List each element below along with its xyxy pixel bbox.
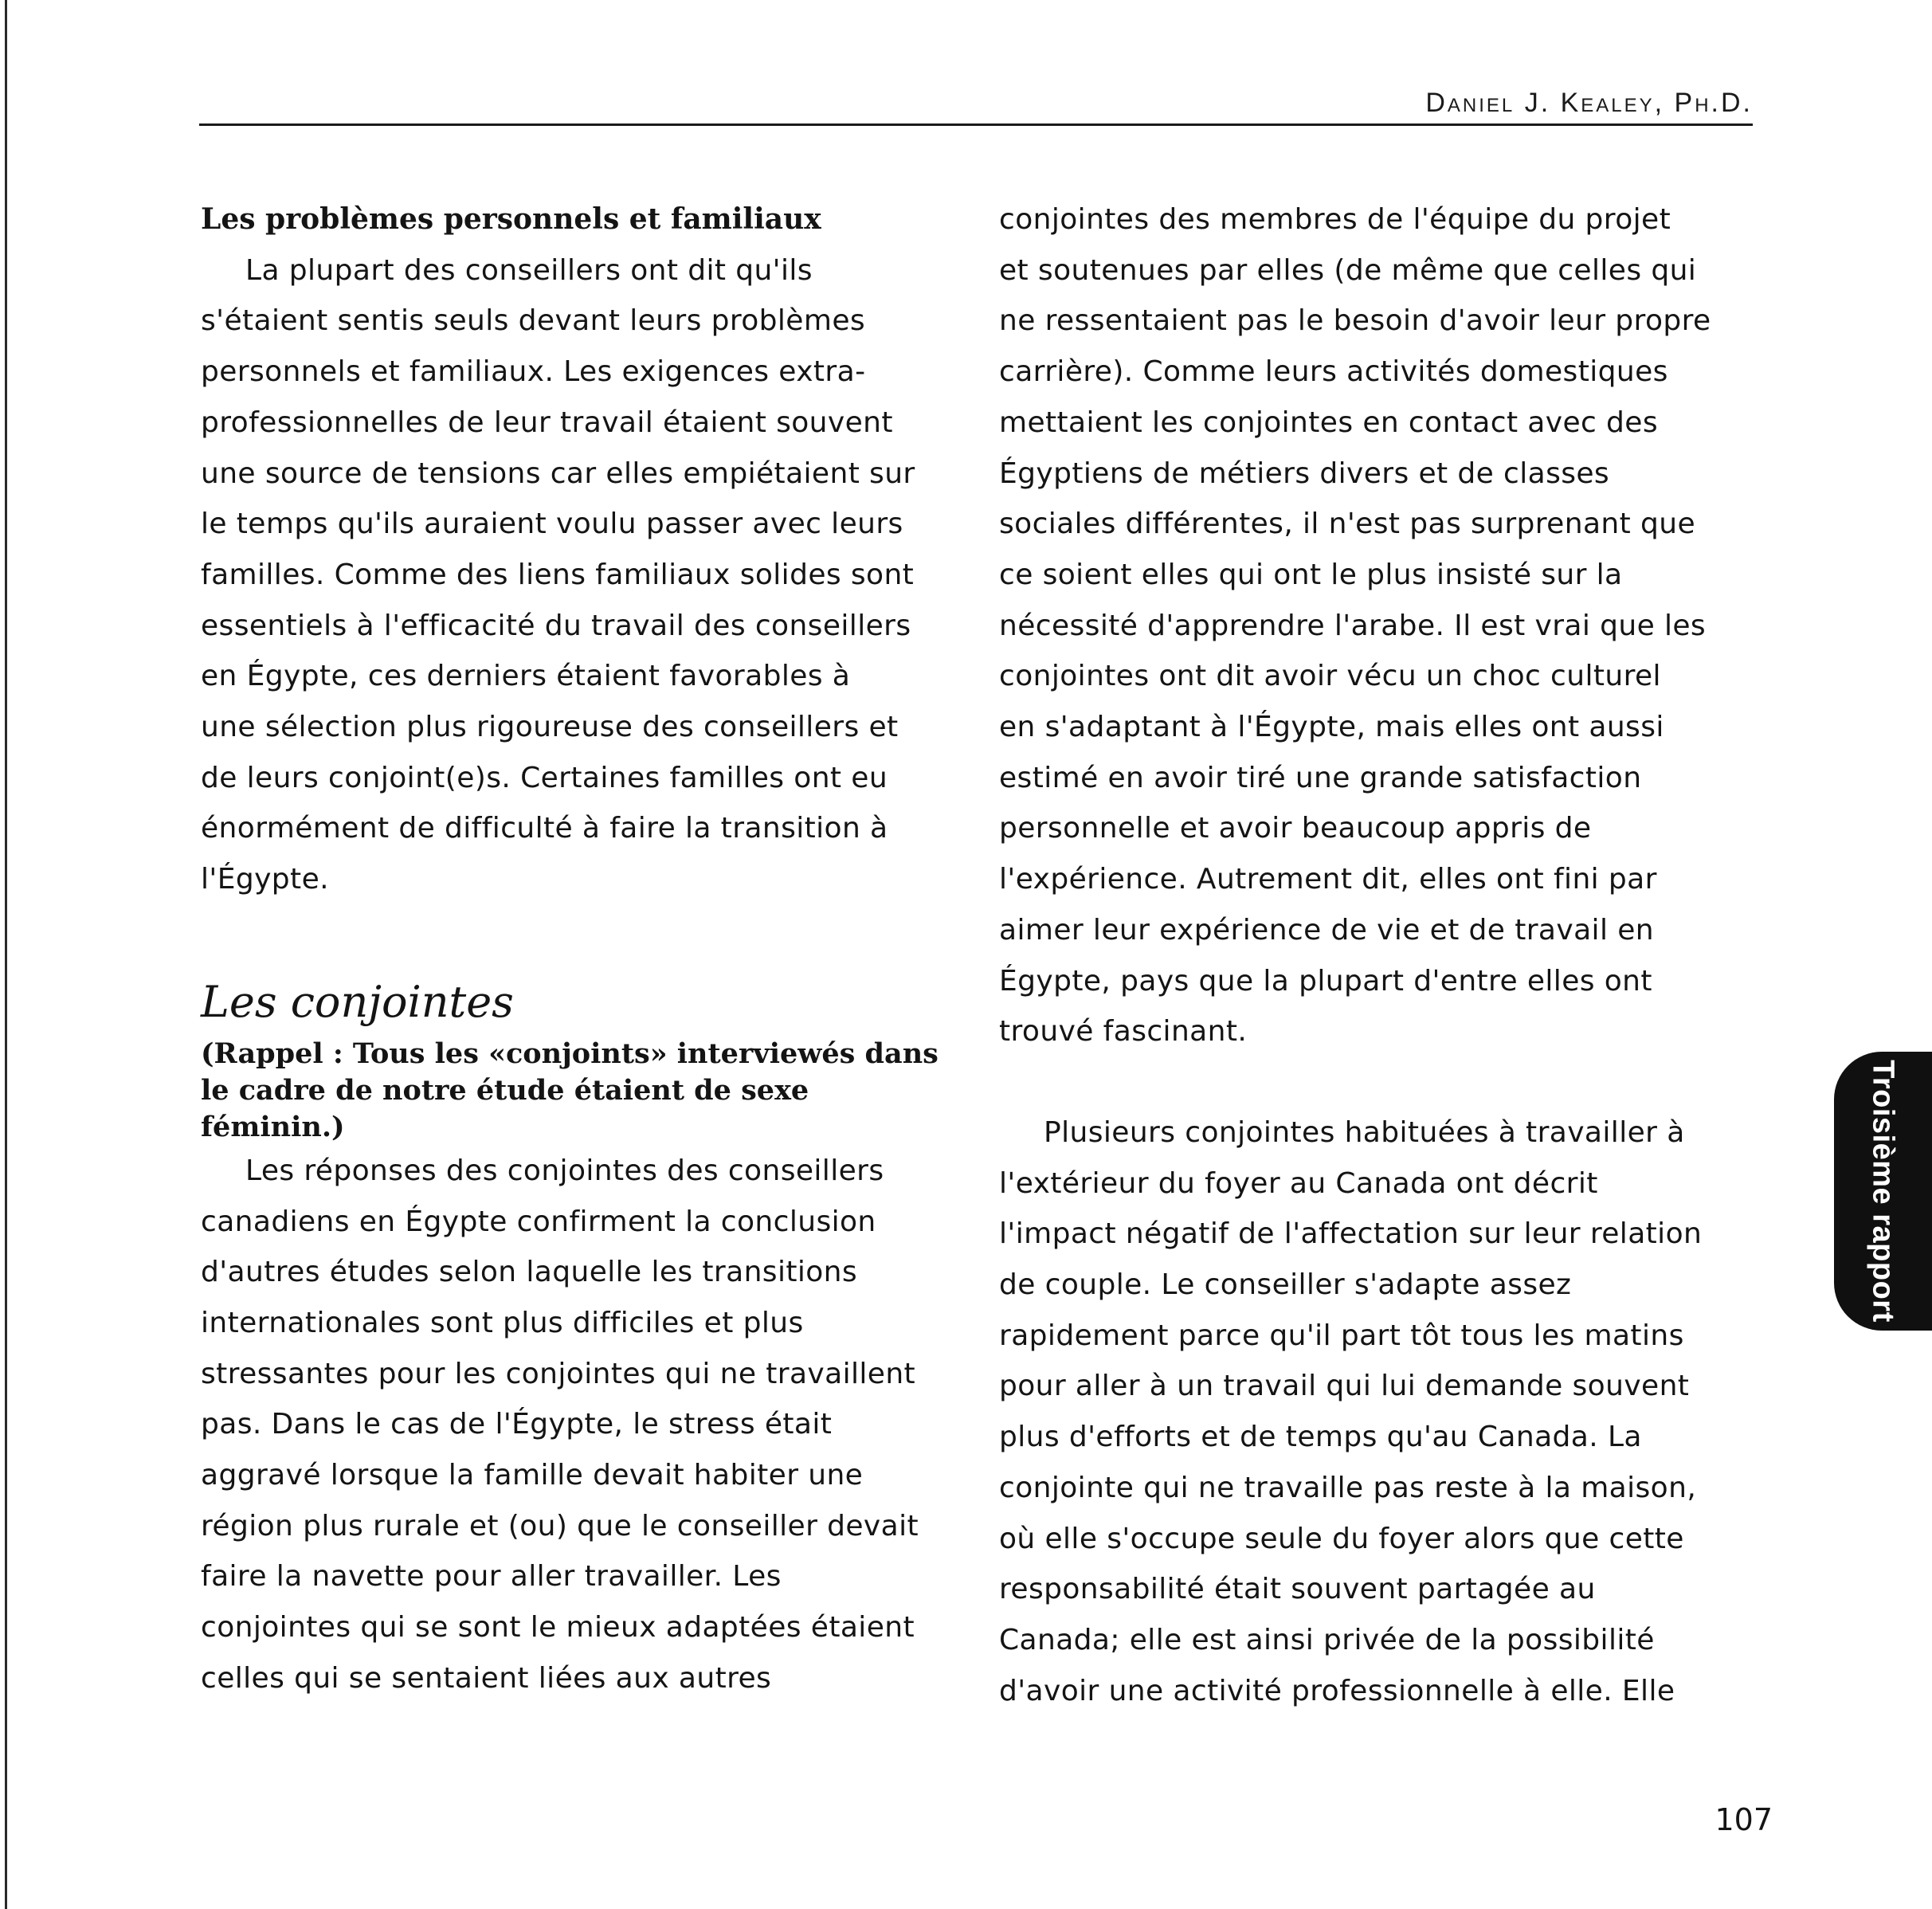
text-line: estimé en avoir tiré une grande satisfaction xyxy=(999,761,1642,794)
paragraph-spouses xyxy=(201,1146,982,1704)
page-edge-line xyxy=(5,0,7,1909)
text-line: personnelle et avoir beaucoup appris de xyxy=(999,812,1592,845)
text-line: de leurs conjoint(e)s. Certaines familles ont eu xyxy=(201,761,888,794)
text-line: de couple. Le conseiller s'adapte assez xyxy=(999,1268,1572,1302)
text-line: s'étaient sentis seuls devant leurs problèmes xyxy=(201,304,866,338)
text-line: conjointe qui ne travaille pas reste à la maison, xyxy=(999,1471,1697,1504)
text-line: région plus rurale et (ou) que le conseiller devait xyxy=(201,1509,919,1542)
text-line: responsabilité était souvent partagée au xyxy=(999,1573,1596,1606)
text-line: Plusieurs conjointes habituées à travailler à xyxy=(1044,1115,1685,1149)
text-line: l'expérience. Autrement dit, elles ont fini par xyxy=(999,863,1657,896)
text-line: nécessité d'apprendre l'arabe. Il est vrai que les xyxy=(999,609,1707,642)
text-line: familles. Comme des liens familiaux solides sont xyxy=(201,558,915,591)
text-line: professionnelles de leur travail étaient souvent xyxy=(201,406,893,439)
paragraph-working-spouses xyxy=(999,1107,1780,1716)
chapter-tab-label: Troisième rapport xyxy=(1866,1060,1900,1323)
text-line: essentiels à l'efficacité du travail des conseillers xyxy=(201,609,911,642)
text-line: une sélection plus rigoureuse des conseillers et xyxy=(201,711,899,744)
text-line: Égyptiens de métiers divers et de classes xyxy=(999,457,1610,490)
text-line: et soutenues par elles (de même que celles qui xyxy=(999,253,1697,287)
text-line: d'avoir une activité professionnelle à elle. Elle xyxy=(999,1674,1675,1707)
subtitle-line: féminin.) xyxy=(201,1110,345,1143)
text-line: sociales différentes, il n'est pas surprenant que xyxy=(999,508,1696,541)
text-line: trouvé fascinant. xyxy=(999,1015,1248,1049)
text-line: ne ressentaient pas le besoin d'avoir leur propre xyxy=(999,304,1711,338)
text-line: canadiens en Égypte confirment la conclusion xyxy=(201,1205,876,1238)
text-line: en Égypte, ces derniers étaient favorables à xyxy=(201,660,851,693)
text-line: énormément de difficulté à faire la transition à xyxy=(201,812,888,845)
text-line: mettaient les conjointes en contact avec des xyxy=(999,406,1659,439)
text-line: La plupart des conseillers ont dit qu'ils xyxy=(245,253,813,287)
text-line: aggravé lorsque la famille devait habiter une xyxy=(201,1459,864,1492)
paragraph-gap xyxy=(999,1057,1780,1107)
text-line: d'autres études selon laquelle les transitions xyxy=(201,1256,858,1289)
right-column xyxy=(999,194,1780,1716)
text-line: conjointes des membres de l'équipe du projet xyxy=(999,203,1671,236)
text-line: rapidement parce qu'il part tôt tous les matins xyxy=(999,1319,1684,1352)
text-line: carrière). Comme leurs activités domestiques xyxy=(999,355,1668,389)
text-line: faire la navette pour aller travailler. Les xyxy=(201,1560,782,1593)
text-line: Canada; elle est ainsi privée de la possibilité xyxy=(999,1623,1655,1656)
paragraph-continuation xyxy=(999,194,1780,1057)
page-number: 107 xyxy=(1715,1802,1773,1837)
text-line: pour aller à un travail qui lui demande souvent xyxy=(999,1370,1690,1403)
section-subtitle xyxy=(201,1036,982,1146)
header-rule xyxy=(199,123,1753,126)
paragraph-family-problems xyxy=(201,245,982,905)
text-line: le temps qu'ils auraient voulu passer avec leurs xyxy=(201,508,903,541)
text-line: où elle s'occupe seule du foyer alors que cette xyxy=(999,1522,1684,1555)
left-column xyxy=(201,194,982,1704)
running-header-author: Daniel J. Kealey, Ph.D. xyxy=(1425,88,1753,118)
text-line: plus d'efforts et de temps qu'au Canada. La xyxy=(999,1421,1642,1454)
text-line: celles qui se sentaient liées aux autres xyxy=(201,1661,772,1695)
text-line: aimer leur expérience de vie et de travail en xyxy=(999,913,1654,947)
text-line: une source de tensions car elles empiétaient sur xyxy=(201,457,915,490)
text-line: l'impact négatif de l'affectation sur leur relation xyxy=(999,1217,1703,1251)
text-line: l'extérieur du foyer au Canada ont décrit xyxy=(999,1166,1598,1200)
text-line: internationales sont plus difficiles et plus xyxy=(201,1306,804,1339)
text-line: personnels et familiaux. Les exigences extra- xyxy=(201,355,866,389)
text-line: l'Égypte. xyxy=(201,863,329,896)
text-line: conjointes qui se sont le mieux adaptées étaient xyxy=(201,1611,915,1644)
text-line: pas. Dans le cas de l'Égypte, le stress était xyxy=(201,1408,833,1441)
section-title: Les conjointes xyxy=(201,976,514,1027)
text-line: conjointes ont dit avoir vécu un choc culturel xyxy=(999,660,1661,693)
text-line: stressantes pour les conjointes qui ne travaillent xyxy=(201,1357,916,1390)
section-heading: Les problèmes personnels et familiaux xyxy=(201,202,821,236)
text-line: Les réponses des conjointes des conseillers xyxy=(245,1154,884,1187)
subtitle-line: le cadre de notre étude étaient de sexe xyxy=(201,1073,809,1107)
text-line: en s'adaptant à l'Égypte, mais elles ont aussi xyxy=(999,711,1664,744)
subtitle-line: (Rappel : Tous les «conjoints» interviewés dans xyxy=(201,1037,939,1070)
text-line: ce soient elles qui ont le plus insisté sur la xyxy=(999,558,1623,591)
text-line: Égypte, pays que la plupart d'entre elles ont xyxy=(999,964,1652,998)
